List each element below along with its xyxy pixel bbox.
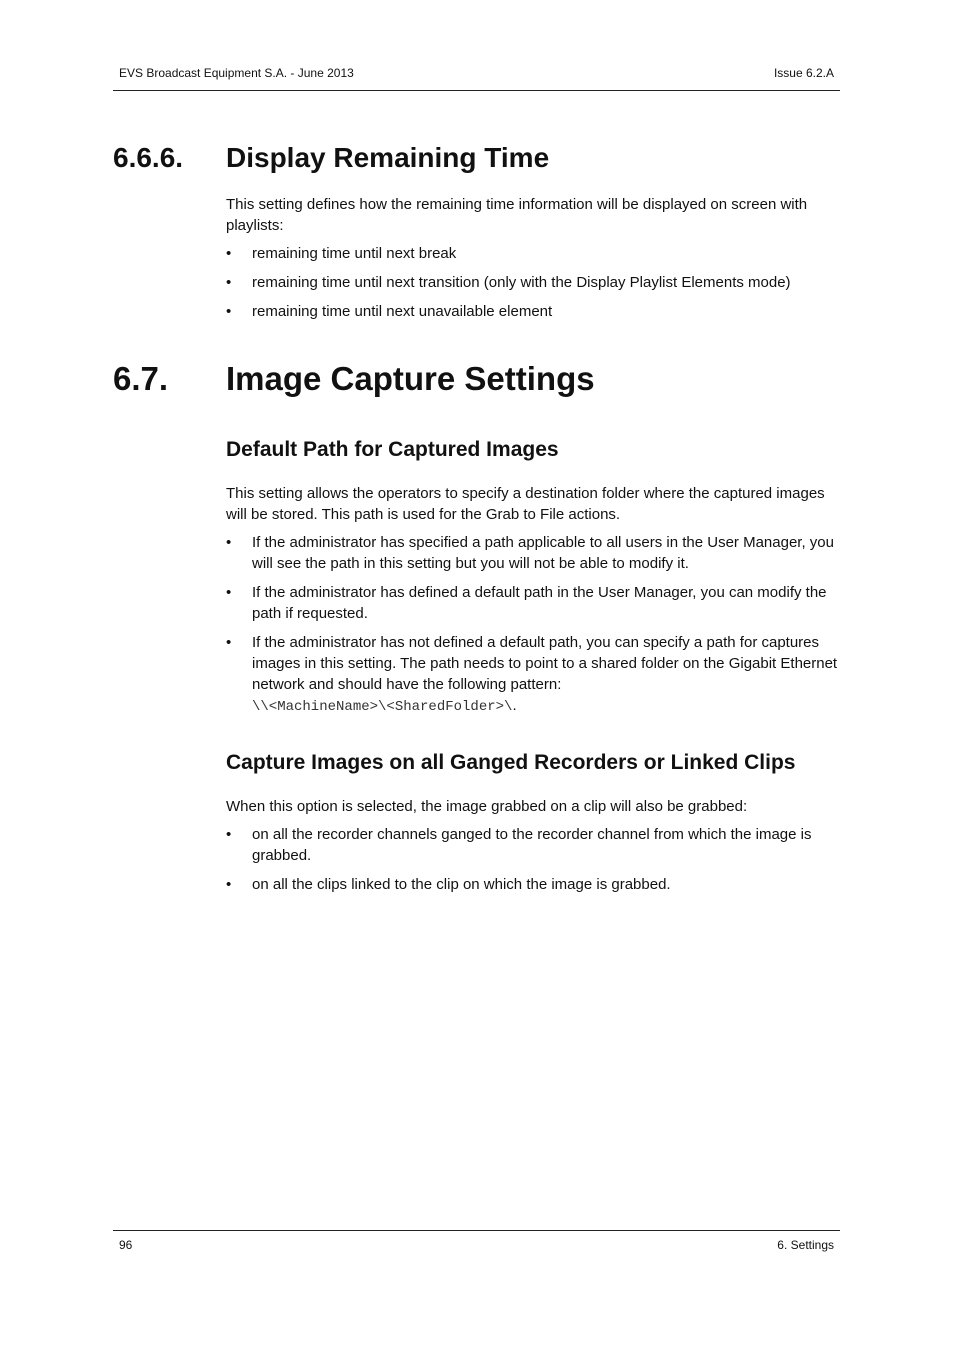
list-item: • remaining time until next transition (only with the Display Playlist Elements mode) <box>226 274 791 291</box>
section-heading-image-capture <box>113 360 813 402</box>
section-number: 6.7. <box>113 360 169 397</box>
bullet-icon: • <box>226 876 232 893</box>
page-header <box>113 64 840 91</box>
bullet-icon: • <box>226 634 232 651</box>
default-path-intro: This setting allows the operators to specify a destination folder where the captured images will be stored. This path is used for the Grab to File actions. <box>226 485 825 523</box>
list-item: • remaining time until next break <box>226 245 457 262</box>
bullet-icon: • <box>226 534 232 551</box>
capture-ganged-list <box>226 824 842 903</box>
header-publisher: EVS Broadcast Equipment S.A. - June 2013 <box>119 66 354 80</box>
section-title: Display Remaining Time <box>226 142 550 173</box>
footer-chapter: 6. Settings <box>777 1238 834 1252</box>
list-item: • If the administrator has not defined a default path, you can specify a path for captures images in this setting. The path needs to point to a shared folder on the Gigabit Ethernet network and should have the following pattern: \\<MachineName>\<SharedFolder>\. <box>226 634 838 715</box>
bullet-icon: • <box>226 274 232 291</box>
bullet-icon: • <box>226 303 232 320</box>
path-pattern: \\<MachineName>\<SharedFolder>\ <box>252 699 513 715</box>
default-path-list <box>226 532 842 726</box>
list-item: • on all the recorder channels ganged to the recorder channel from which the image is grabbed. <box>226 826 812 864</box>
page-footer <box>113 1230 840 1252</box>
list-item: • remaining time until next unavailable element <box>226 303 553 320</box>
list-item: • If the administrator has defined a default path in the User Manager, you can modify the path if requested. <box>226 584 827 622</box>
display-remaining-intro: This setting defines how the remaining time information will be displayed on screen with playlists: <box>226 196 808 234</box>
bullet-icon: • <box>226 584 232 601</box>
capture-ganged-intro: When this option is selected, the image grabbed on a clip will also be grabbed: <box>226 798 748 815</box>
page-number: 96 <box>119 1238 133 1252</box>
section-heading-display-remaining-time <box>113 142 813 178</box>
subheading-default-path: Default Path for Captured Images <box>226 438 559 461</box>
list-item: • on all the clips linked to the clip on which the image is grabbed. <box>226 876 671 893</box>
bullet-icon: • <box>226 826 232 843</box>
bullet-icon: • <box>226 245 232 262</box>
list-item: • If the administrator has specified a path applicable to all users in the User Manager, you will see the path in this setting but you will not be able to modify it. <box>226 534 834 572</box>
subheading-capture-ganged: Capture Images on all Ganged Recorders or Linked Clips <box>226 751 796 774</box>
header-issue: Issue 6.2.A <box>773 66 834 80</box>
section-title: Image Capture Settings <box>226 360 595 397</box>
remaining-time-list <box>226 243 842 330</box>
section-number: 6.6.6. <box>113 142 184 173</box>
